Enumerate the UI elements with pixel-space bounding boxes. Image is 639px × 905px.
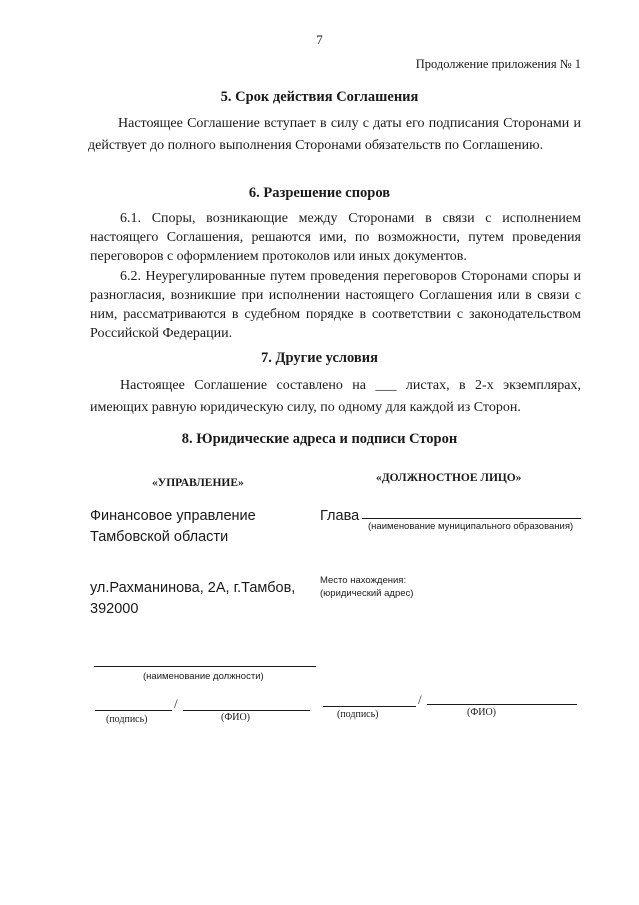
section-6-heading: 6. Разрешение споров [248, 185, 391, 201]
section-6-paragraph-1: 6.1. Споры, возникающие между Сторонами в связи с исполнением настоящего Соглашения, решаются ими, по возможности, путем проведения переговоров с оформлением протоколов или иных документов. [90, 211, 581, 264]
section-6-paragraph-2: 6.2. Неурегулированные путем проведения переговоров Сторонами споры и разногласия, возникшие при исполнении настоящего Соглашения или в связи с ним, рассматриваются в судебном порядке в соответствии с законодательством Российской Федерации. [90, 269, 581, 341]
municipality-caption: (наименование муниципального образования) [368, 521, 574, 532]
right-signature-line [323, 706, 416, 707]
left-slash: / [174, 696, 178, 711]
right-slash: / [418, 692, 422, 707]
left-party-name [90, 506, 256, 548]
municipality-line [362, 518, 581, 519]
left-party-address-line-1: ул.Рахманинова, 2А, г.Тамбов, [90, 580, 296, 596]
legal-address-label: (юридический адрес) [320, 588, 414, 599]
location-label: Место нахождения: [320, 575, 407, 586]
right-signature-caption: (подпись) [337, 709, 379, 720]
position-caption: (наименование должности) [143, 671, 264, 682]
right-party-title: «ДОЛЖНОСТНОЕ ЛИЦО» [376, 472, 522, 484]
left-party-name-line-2: Тамбовской области [90, 529, 229, 545]
left-party-address-line-2: 392000 [90, 601, 139, 617]
section-8-heading: 8. Юридические адреса и подписи Сторон [181, 431, 458, 447]
left-party-title: «УПРАВЛЕНИЕ» [152, 477, 244, 489]
position-line [94, 666, 316, 667]
page-number: 7 [316, 32, 323, 47]
section-7-text: Настоящее Соглашение составлено на ___ листах, в 2-х экземплярах, имеющих равную юридическую силу, по одному для каждой из Сторон. [90, 378, 581, 415]
right-fio-line [427, 704, 577, 705]
left-party-address [90, 578, 295, 620]
left-signature-caption: (подпись) [106, 714, 148, 725]
section-5-heading: 5. Срок действия Соглашения [220, 89, 419, 105]
left-signature-line [95, 710, 172, 711]
left-party-name-line-1: Финансовое управление [90, 508, 256, 524]
left-fio-caption: (ФИО) [221, 712, 251, 723]
section-7-heading: 7. Другие условия [261, 350, 378, 366]
appendix-note: Продолжение приложения № 1 [415, 57, 581, 71]
right-fio-caption: (ФИО) [467, 707, 497, 718]
section-5-text: Настоящее Соглашение вступает в силу с даты его подписания Сторонами и действует до полного выполнения Сторонами обязательств по Соглашению. [88, 116, 581, 153]
left-fio-line [183, 710, 310, 711]
head-label: Глава [320, 508, 360, 524]
